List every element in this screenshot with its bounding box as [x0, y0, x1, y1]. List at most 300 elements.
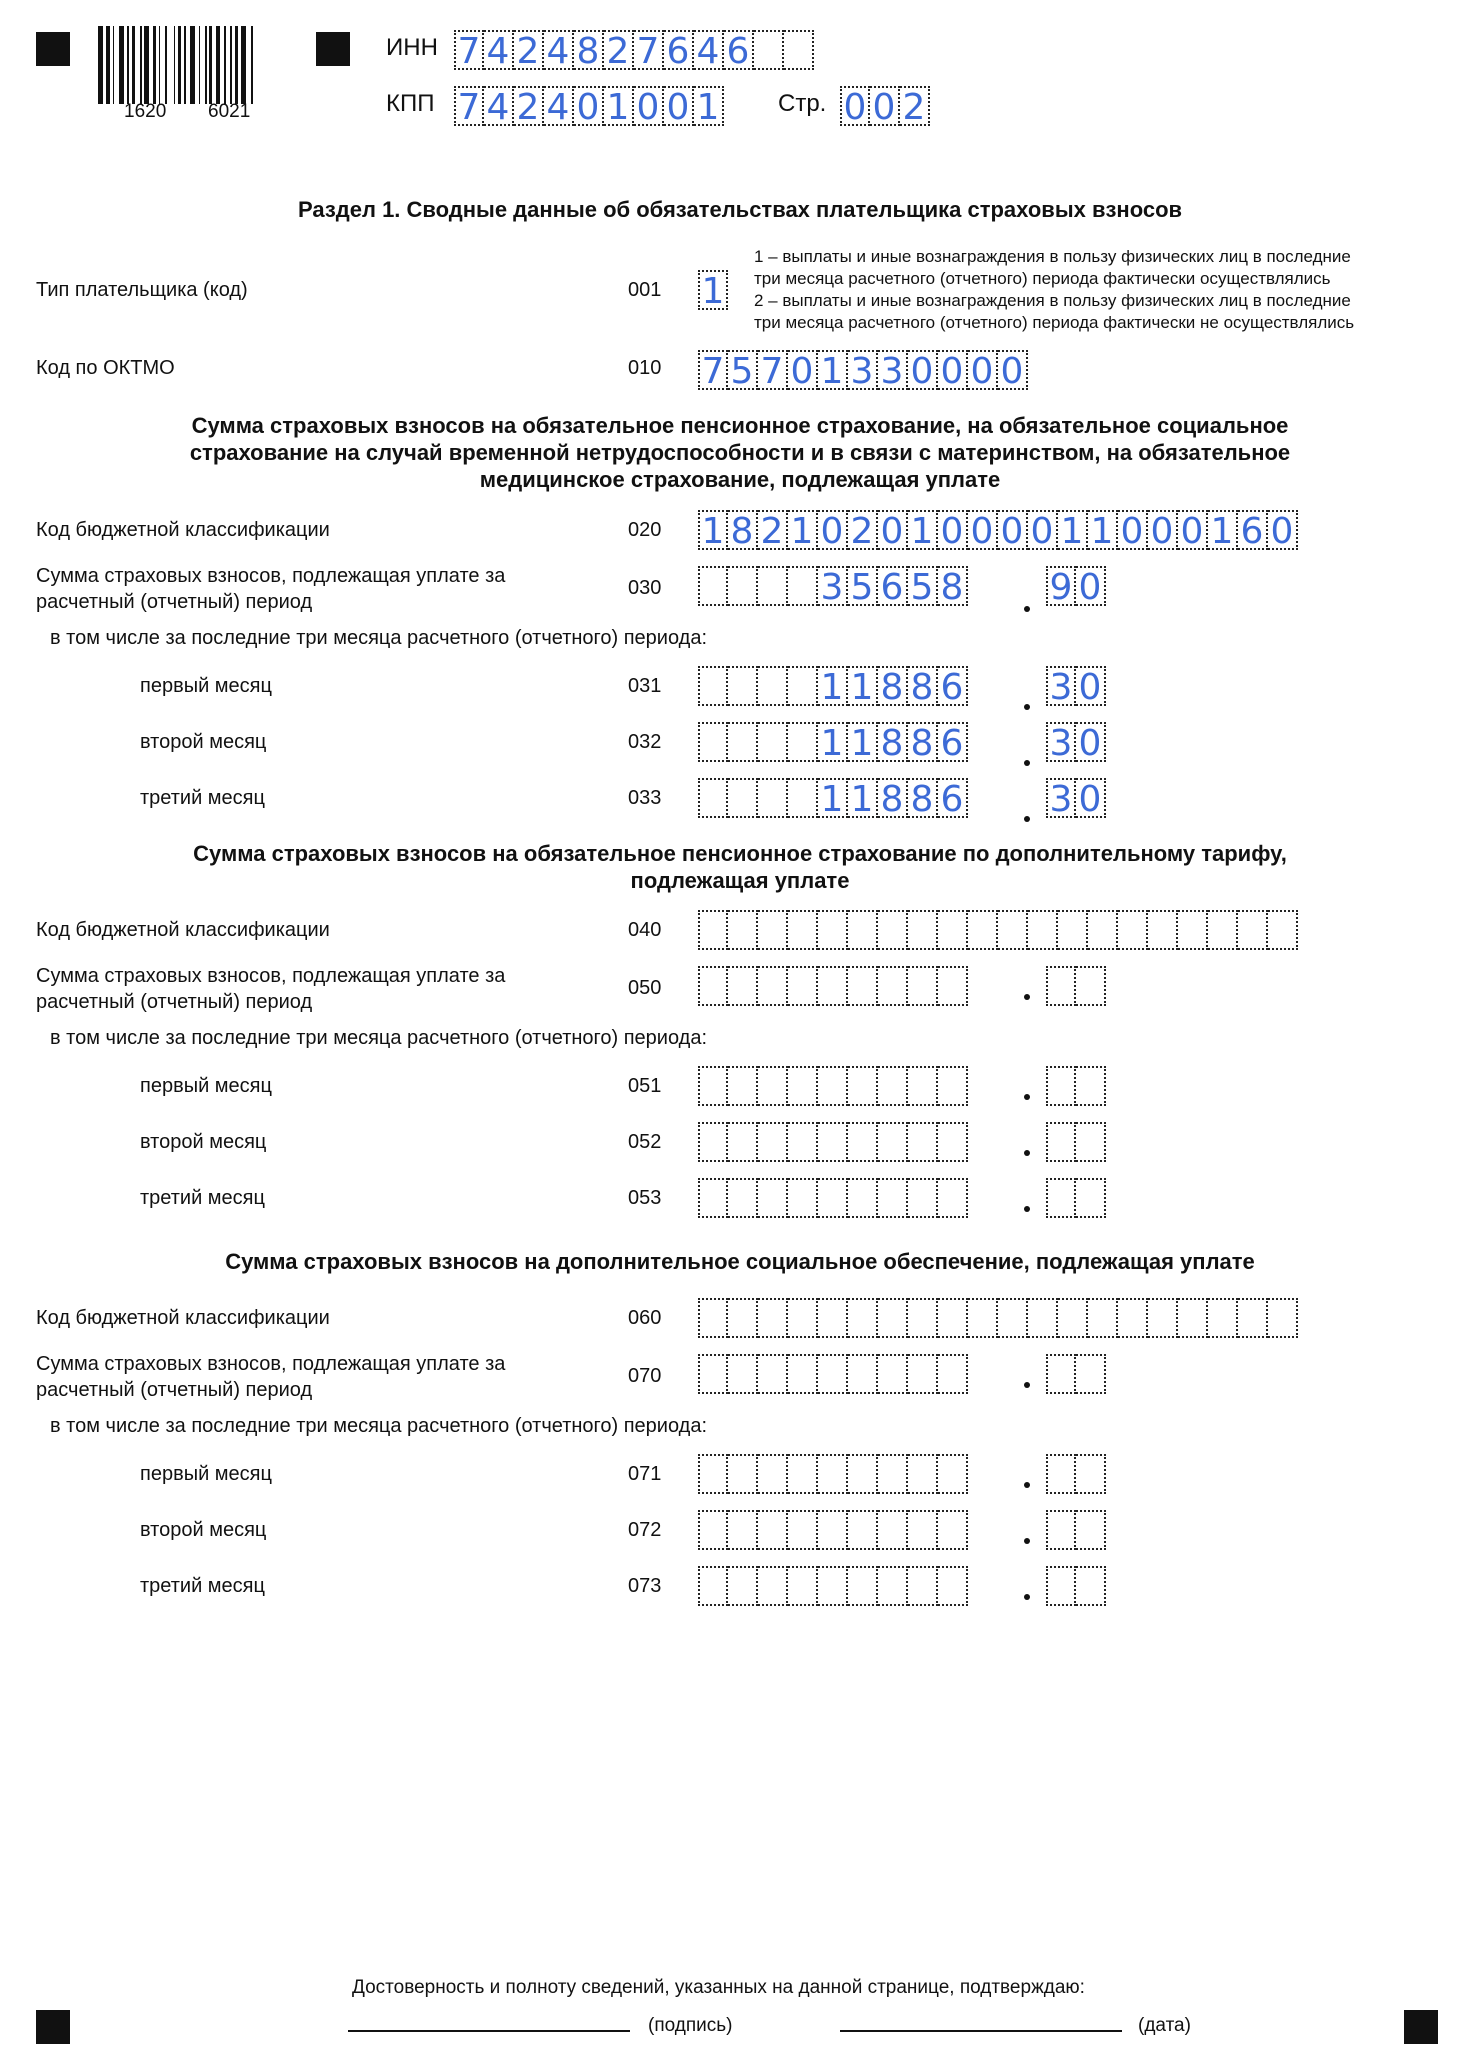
digit-cell[interactable]: [728, 1354, 758, 1394]
payer-type-code: 001: [628, 279, 662, 301]
digit-cell[interactable]: [878, 1454, 908, 1494]
common-month1-label: первый месяц: [140, 675, 272, 697]
digit-cell[interactable]: [698, 722, 728, 762]
digit-cell[interactable]: 0: [1076, 722, 1106, 762]
digit-cell[interactable]: [878, 966, 908, 1006]
digit-cell[interactable]: [758, 1122, 788, 1162]
digit-cell[interactable]: [788, 566, 818, 606]
additional-month1-kop-field[interactable]: [1046, 1066, 1106, 1108]
digit-cell[interactable]: 0: [998, 510, 1028, 550]
common-kbk-field[interactable]: [698, 510, 1298, 552]
digit-cell[interactable]: 0: [1118, 510, 1148, 550]
digit-cell[interactable]: [908, 1566, 938, 1606]
digit-cell[interactable]: [938, 1354, 968, 1394]
barcode-bar: [165, 26, 167, 104]
payer-type-note-3: 2 – выплаты и иные вознаграждения в пользу физических лиц в последние: [754, 291, 1351, 310]
digit-cell[interactable]: 3: [1046, 778, 1076, 818]
social-month1-code: 071: [628, 1463, 662, 1485]
digit-cell[interactable]: [1076, 1122, 1106, 1162]
digit-cell[interactable]: [728, 1510, 758, 1550]
digit-cell[interactable]: [908, 1066, 938, 1106]
digit-cell[interactable]: 3: [878, 350, 908, 390]
digit-cell[interactable]: [758, 1566, 788, 1606]
digit-cell[interactable]: 1: [908, 510, 938, 550]
digit-cell[interactable]: [758, 666, 788, 706]
digit-cell[interactable]: [818, 910, 848, 950]
additional-kbk-field[interactable]: [698, 910, 1298, 952]
digit-cell[interactable]: 1: [604, 86, 634, 126]
additional-sum-rub-field[interactable]: [698, 966, 968, 1008]
digit-cell[interactable]: [848, 1566, 878, 1606]
digit-cell[interactable]: [848, 1454, 878, 1494]
digit-cell[interactable]: 0: [968, 350, 998, 390]
digit-cell[interactable]: 2: [848, 510, 878, 550]
digit-cell[interactable]: 2: [900, 86, 930, 126]
social-month3-rub-field[interactable]: [698, 1566, 968, 1608]
digit-cell[interactable]: 7: [698, 350, 728, 390]
digit-cell[interactable]: 6: [938, 666, 968, 706]
common-sum-rub-field[interactable]: [698, 566, 968, 608]
digit-cell[interactable]: [698, 1566, 728, 1606]
digit-cell[interactable]: 5: [728, 350, 758, 390]
digit-cell[interactable]: [1046, 1178, 1076, 1218]
digit-cell[interactable]: [758, 966, 788, 1006]
common-month1-kop-field[interactable]: [1046, 666, 1106, 708]
digit-cell[interactable]: 4: [544, 30, 574, 70]
digit-cell[interactable]: 3: [1046, 722, 1076, 762]
social-month1-kop-field[interactable]: [1046, 1454, 1106, 1496]
digit-cell[interactable]: 1: [818, 350, 848, 390]
digit-cell[interactable]: 9: [1046, 566, 1076, 606]
digit-cell[interactable]: [788, 1122, 818, 1162]
digit-cell[interactable]: 8: [878, 666, 908, 706]
digit-cell[interactable]: [698, 1454, 728, 1494]
social-month2-rub-field[interactable]: [698, 1510, 968, 1552]
digit-cell[interactable]: 0: [1076, 666, 1106, 706]
digit-cell[interactable]: [968, 1298, 998, 1338]
payer-type-label: Тип плательщика (код): [36, 279, 248, 301]
page-number-field[interactable]: [840, 86, 930, 128]
digit-cell[interactable]: [938, 1510, 968, 1550]
digit-cell[interactable]: 0: [1028, 510, 1058, 550]
digit-cell[interactable]: [1076, 1066, 1106, 1106]
barcode-bar: [205, 26, 207, 104]
digit-cell[interactable]: [818, 1298, 848, 1338]
digit-cell[interactable]: [1046, 1354, 1076, 1394]
digit-cell[interactable]: 2: [758, 510, 788, 550]
digit-cell[interactable]: 6: [664, 30, 694, 70]
additional-month2-kop-field[interactable]: [1046, 1122, 1106, 1164]
additional-sum-kop-field[interactable]: [1046, 966, 1106, 1008]
digit-cell[interactable]: 1: [818, 666, 848, 706]
digit-cell[interactable]: [818, 1510, 848, 1550]
digit-cell[interactable]: [818, 1354, 848, 1394]
digit-cell[interactable]: [818, 966, 848, 1006]
digit-cell[interactable]: 6: [938, 722, 968, 762]
digit-cell[interactable]: [788, 666, 818, 706]
social-heading: Сумма страховых взносов на дополнительное социальное обеспечение, подлежащая уплате: [225, 1249, 1255, 1274]
digit-cell[interactable]: 3: [1046, 666, 1076, 706]
common-sum-label-line-1: Сумма страховых взносов, подлежащая уплате за: [36, 565, 506, 587]
digit-cell[interactable]: [848, 1066, 878, 1106]
digit-cell[interactable]: [908, 1510, 938, 1550]
digit-cell[interactable]: [788, 1066, 818, 1106]
digit-cell[interactable]: [848, 1298, 878, 1338]
digit-cell[interactable]: [938, 1178, 968, 1218]
digit-cell[interactable]: [1046, 1566, 1076, 1606]
digit-cell[interactable]: [1118, 910, 1148, 950]
digit-cell[interactable]: [818, 1066, 848, 1106]
digit-cell[interactable]: [1046, 1066, 1076, 1106]
digit-cell[interactable]: [908, 1354, 938, 1394]
digit-cell[interactable]: 3: [818, 566, 848, 606]
social-sum-rub-field[interactable]: [698, 1354, 968, 1396]
digit-cell[interactable]: [998, 910, 1028, 950]
digit-cell[interactable]: 7: [758, 350, 788, 390]
digit-cell[interactable]: [908, 966, 938, 1006]
digit-cell[interactable]: [1178, 1298, 1208, 1338]
digit-cell[interactable]: [758, 566, 788, 606]
digit-cell[interactable]: 8: [728, 510, 758, 550]
digit-cell[interactable]: [938, 1298, 968, 1338]
digit-cell[interactable]: 1: [818, 722, 848, 762]
digit-cell[interactable]: 0: [1148, 510, 1178, 550]
digit-cell[interactable]: [698, 1178, 728, 1218]
digit-cell[interactable]: 4: [484, 86, 514, 126]
digit-cell[interactable]: [728, 1122, 758, 1162]
digit-cell[interactable]: 0: [818, 510, 848, 550]
digit-cell[interactable]: [1058, 1298, 1088, 1338]
digit-cell[interactable]: 1: [694, 86, 724, 126]
digit-cell[interactable]: 0: [1268, 510, 1298, 550]
digit-cell[interactable]: [728, 778, 758, 818]
digit-cell[interactable]: [728, 1454, 758, 1494]
digit-cell[interactable]: 4: [544, 86, 574, 126]
digit-cell[interactable]: 2: [604, 30, 634, 70]
digit-cell[interactable]: 0: [968, 510, 998, 550]
digit-cell[interactable]: 8: [908, 666, 938, 706]
digit-cell[interactable]: 6: [724, 30, 754, 70]
signature-line[interactable]: [348, 2030, 630, 2032]
digit-cell[interactable]: [788, 1510, 818, 1550]
digit-cell[interactable]: [908, 1298, 938, 1338]
digit-cell[interactable]: [1208, 1298, 1238, 1338]
social-sum-kop-field[interactable]: [1046, 1354, 1106, 1396]
digit-cell[interactable]: 0: [840, 86, 870, 126]
digit-cell[interactable]: [728, 966, 758, 1006]
digit-cell[interactable]: [938, 1566, 968, 1606]
additional-month3-kop-field[interactable]: [1046, 1178, 1106, 1220]
digit-cell[interactable]: 8: [908, 722, 938, 762]
corner-marker-top-right: [316, 32, 350, 66]
digit-cell[interactable]: [698, 1510, 728, 1550]
digit-cell[interactable]: [698, 1298, 728, 1338]
digit-cell[interactable]: [878, 910, 908, 950]
digit-cell[interactable]: [1058, 910, 1088, 950]
digit-cell[interactable]: [1268, 1298, 1298, 1338]
digit-cell[interactable]: 0: [574, 86, 604, 126]
digit-cell[interactable]: [728, 1566, 758, 1606]
common-month3-rub-field[interactable]: [698, 778, 968, 820]
digit-cell[interactable]: 0: [1076, 778, 1106, 818]
digit-cell[interactable]: [758, 722, 788, 762]
common-month1-rub-field[interactable]: [698, 666, 968, 708]
digit-cell[interactable]: [788, 1354, 818, 1394]
digit-cell[interactable]: [758, 778, 788, 818]
digit-cell[interactable]: 7: [634, 30, 664, 70]
digit-cell[interactable]: 7: [454, 86, 484, 126]
date-line[interactable]: [840, 2030, 1122, 2032]
digit-cell[interactable]: [1028, 910, 1058, 950]
digit-cell[interactable]: [1046, 1122, 1076, 1162]
digit-cell[interactable]: 8: [938, 566, 968, 606]
digit-cell[interactable]: 1: [818, 778, 848, 818]
digit-cell[interactable]: [1268, 910, 1298, 950]
digit-cell[interactable]: [1238, 910, 1268, 950]
digit-cell[interactable]: [878, 1354, 908, 1394]
digit-cell[interactable]: [818, 1122, 848, 1162]
digit-cell[interactable]: 1: [1208, 510, 1238, 550]
barcode-bar: [119, 26, 124, 104]
social-kbk-field[interactable]: [698, 1298, 1298, 1340]
digit-cell[interactable]: [1046, 966, 1076, 1006]
digit-cell[interactable]: 1: [698, 510, 728, 550]
digit-cell[interactable]: [698, 566, 728, 606]
digit-cell[interactable]: [938, 1454, 968, 1494]
digit-cell[interactable]: [1118, 1298, 1148, 1338]
digit-cell[interactable]: [908, 910, 938, 950]
digit-cell[interactable]: [698, 1122, 728, 1162]
payer-type-field[interactable]: [698, 270, 728, 312]
social-month2-kop-field[interactable]: [1046, 1510, 1106, 1552]
digit-cell[interactable]: 0: [1076, 566, 1106, 606]
barcode-number-right: 6021: [208, 101, 251, 122]
digit-cell[interactable]: 1: [848, 722, 878, 762]
social-month1-label: первый месяц: [140, 1463, 272, 1485]
digit-cell[interactable]: [728, 1178, 758, 1218]
digit-cell[interactable]: [698, 1354, 728, 1394]
additional-month3-code: 053: [628, 1187, 662, 1209]
digit-cell[interactable]: [878, 1122, 908, 1162]
kpp-field[interactable]: [454, 86, 724, 128]
digit-cell[interactable]: [758, 910, 788, 950]
barcode-bar: [241, 26, 246, 104]
digit-cell[interactable]: 1: [698, 270, 728, 310]
digit-cell[interactable]: [1028, 1298, 1058, 1338]
digit-cell[interactable]: [1076, 1354, 1106, 1394]
digit-cell[interactable]: 1: [848, 778, 878, 818]
digit-cell[interactable]: [728, 566, 758, 606]
common-kbk-label: Код бюджетной классификации: [36, 519, 330, 541]
digit-cell[interactable]: [878, 1510, 908, 1550]
social-incl-label: в том числе за последние три месяца расчетного (отчетного) периода:: [50, 1415, 708, 1437]
digit-cell[interactable]: 0: [938, 510, 968, 550]
inn-field[interactable]: [454, 30, 814, 72]
digit-cell[interactable]: [788, 778, 818, 818]
digit-cell[interactable]: [908, 1178, 938, 1218]
digit-cell[interactable]: [938, 1122, 968, 1162]
digit-cell[interactable]: [788, 1454, 818, 1494]
digit-cell[interactable]: [848, 1178, 878, 1218]
digit-cell[interactable]: 1: [848, 666, 878, 706]
additional-kbk-code: 040: [628, 919, 662, 941]
common-month2-kop-field[interactable]: [1046, 722, 1106, 764]
digit-cell[interactable]: 0: [664, 86, 694, 126]
barcode-bar: [132, 26, 135, 104]
digit-cell[interactable]: [1046, 1454, 1076, 1494]
digit-cell[interactable]: 5: [908, 566, 938, 606]
digit-cell[interactable]: [758, 1510, 788, 1550]
digit-cell[interactable]: [1178, 910, 1208, 950]
digit-cell[interactable]: 4: [484, 30, 514, 70]
digit-cell[interactable]: [1238, 1298, 1268, 1338]
digit-cell[interactable]: [998, 1298, 1028, 1338]
digit-cell[interactable]: [698, 910, 728, 950]
digit-cell[interactable]: [848, 966, 878, 1006]
digit-cell[interactable]: [818, 1566, 848, 1606]
additional-month1-rub-field[interactable]: [698, 1066, 968, 1108]
barcode-bar: [230, 26, 232, 104]
social-month1-rub-field[interactable]: [698, 1454, 968, 1496]
digit-cell[interactable]: [728, 722, 758, 762]
digit-cell[interactable]: [758, 1354, 788, 1394]
digit-cell[interactable]: [728, 910, 758, 950]
digit-cell[interactable]: [788, 1298, 818, 1338]
digit-cell[interactable]: [788, 910, 818, 950]
digit-cell[interactable]: [878, 1178, 908, 1218]
digit-cell[interactable]: 0: [1178, 510, 1208, 550]
digit-cell[interactable]: [1076, 966, 1106, 1006]
digit-cell[interactable]: 0: [998, 350, 1028, 390]
digit-cell[interactable]: [788, 1566, 818, 1606]
digit-cell[interactable]: 2: [514, 86, 544, 126]
barcode-bar: [174, 26, 176, 104]
digit-cell[interactable]: 0: [908, 350, 938, 390]
digit-cell[interactable]: [788, 966, 818, 1006]
digit-cell[interactable]: 0: [788, 350, 818, 390]
common-month2-rub-field[interactable]: [698, 722, 968, 764]
social-month3-kop-field[interactable]: [1046, 1566, 1106, 1608]
digit-cell[interactable]: 8: [908, 778, 938, 818]
additional-heading-line-2: подлежащая уплате: [630, 868, 850, 893]
digit-cell[interactable]: 6: [1238, 510, 1268, 550]
digit-cell[interactable]: [1148, 910, 1178, 950]
digit-cell[interactable]: [1088, 1298, 1118, 1338]
barcode-bar: [235, 26, 238, 104]
common-month3-kop-field[interactable]: [1046, 778, 1106, 820]
digit-cell[interactable]: 6: [878, 566, 908, 606]
kpp-label: КПП: [386, 90, 435, 117]
digit-cell[interactable]: [848, 910, 878, 950]
digit-cell[interactable]: [848, 1354, 878, 1394]
digit-cell[interactable]: [848, 1122, 878, 1162]
digit-cell[interactable]: [908, 1122, 938, 1162]
additional-month3-label: третий месяц: [140, 1187, 265, 1209]
digit-cell[interactable]: 0: [878, 510, 908, 550]
digit-cell[interactable]: [938, 966, 968, 1006]
digit-cell[interactable]: 1: [788, 510, 818, 550]
digit-cell[interactable]: 2: [514, 30, 544, 70]
additional-month3-rub-field[interactable]: [698, 1178, 968, 1220]
digit-cell[interactable]: [878, 1566, 908, 1606]
digit-cell[interactable]: [818, 1454, 848, 1494]
digit-cell[interactable]: 0: [938, 350, 968, 390]
section-title: Раздел 1. Сводные данные об обязательствах плательщика страховых взносов: [297, 197, 1183, 222]
digit-cell[interactable]: [698, 666, 728, 706]
digit-cell[interactable]: [1076, 1510, 1106, 1550]
digit-cell[interactable]: 6: [938, 778, 968, 818]
digit-cell[interactable]: [728, 1298, 758, 1338]
digit-cell[interactable]: [938, 910, 968, 950]
digit-cell[interactable]: 1: [1058, 510, 1088, 550]
digit-cell[interactable]: [758, 1298, 788, 1338]
digit-cell[interactable]: [968, 910, 998, 950]
digit-cell[interactable]: [848, 1510, 878, 1550]
digit-cell[interactable]: [908, 1454, 938, 1494]
digit-cell[interactable]: [758, 1178, 788, 1218]
digit-cell[interactable]: [788, 1178, 818, 1218]
common-sum-code: 030: [628, 577, 662, 599]
additional-month2-code: 052: [628, 1131, 662, 1153]
digit-cell[interactable]: 7: [454, 30, 484, 70]
digit-cell[interactable]: [1046, 1510, 1076, 1550]
digit-cell[interactable]: 8: [878, 778, 908, 818]
digit-cell[interactable]: [878, 1298, 908, 1338]
digit-cell[interactable]: [698, 778, 728, 818]
common-incl-label: в том числе за последние три месяца расчетного (отчетного) периода:: [50, 627, 708, 649]
digit-cell[interactable]: [758, 1454, 788, 1494]
digit-cell[interactable]: [728, 666, 758, 706]
digit-cell[interactable]: [1088, 910, 1118, 950]
additional-kbk-label: Код бюджетной классификации: [36, 919, 330, 941]
additional-sum-code: 050: [628, 977, 662, 999]
digit-cell[interactable]: [938, 1066, 968, 1106]
digit-cell[interactable]: [1076, 1566, 1106, 1606]
common-sum-kop-field[interactable]: [1046, 566, 1106, 608]
additional-month3-decimal-point: [1024, 1206, 1030, 1212]
additional-month2-label: второй месяц: [140, 1131, 267, 1153]
digit-cell[interactable]: [818, 1178, 848, 1218]
digit-cell[interactable]: [758, 1066, 788, 1106]
oktmo-field[interactable]: [698, 350, 1028, 392]
additional-month2-decimal-point: [1024, 1150, 1030, 1156]
digit-cell[interactable]: [784, 30, 814, 70]
common-sum-label-line-2: расчетный (отчетный) период: [36, 591, 313, 613]
digit-cell[interactable]: [1148, 1298, 1178, 1338]
additional-sum-label-line-1: Сумма страховых взносов, подлежащая уплате за: [36, 965, 506, 987]
digit-cell[interactable]: [728, 1066, 758, 1106]
digit-cell[interactable]: [1208, 910, 1238, 950]
digit-cell[interactable]: 5: [848, 566, 878, 606]
digit-cell[interactable]: [788, 722, 818, 762]
additional-month2-rub-field[interactable]: [698, 1122, 968, 1164]
digit-cell[interactable]: [1076, 1178, 1106, 1218]
digit-cell[interactable]: 8: [574, 30, 604, 70]
additional-incl-label: в том числе за последние три месяца расчетного (отчетного) периода:: [50, 1027, 708, 1049]
digit-cell[interactable]: 4: [694, 30, 724, 70]
digit-cell[interactable]: 0: [870, 86, 900, 126]
digit-cell[interactable]: [698, 1066, 728, 1106]
digit-cell[interactable]: [878, 1066, 908, 1106]
digit-cell[interactable]: [754, 30, 784, 70]
digit-cell[interactable]: [1076, 1454, 1106, 1494]
digit-cell[interactable]: [698, 966, 728, 1006]
digit-cell[interactable]: 1: [1088, 510, 1118, 550]
digit-cell[interactable]: 0: [634, 86, 664, 126]
barcode-bar: [127, 26, 129, 104]
digit-cell[interactable]: 8: [878, 722, 908, 762]
digit-cell[interactable]: 3: [848, 350, 878, 390]
